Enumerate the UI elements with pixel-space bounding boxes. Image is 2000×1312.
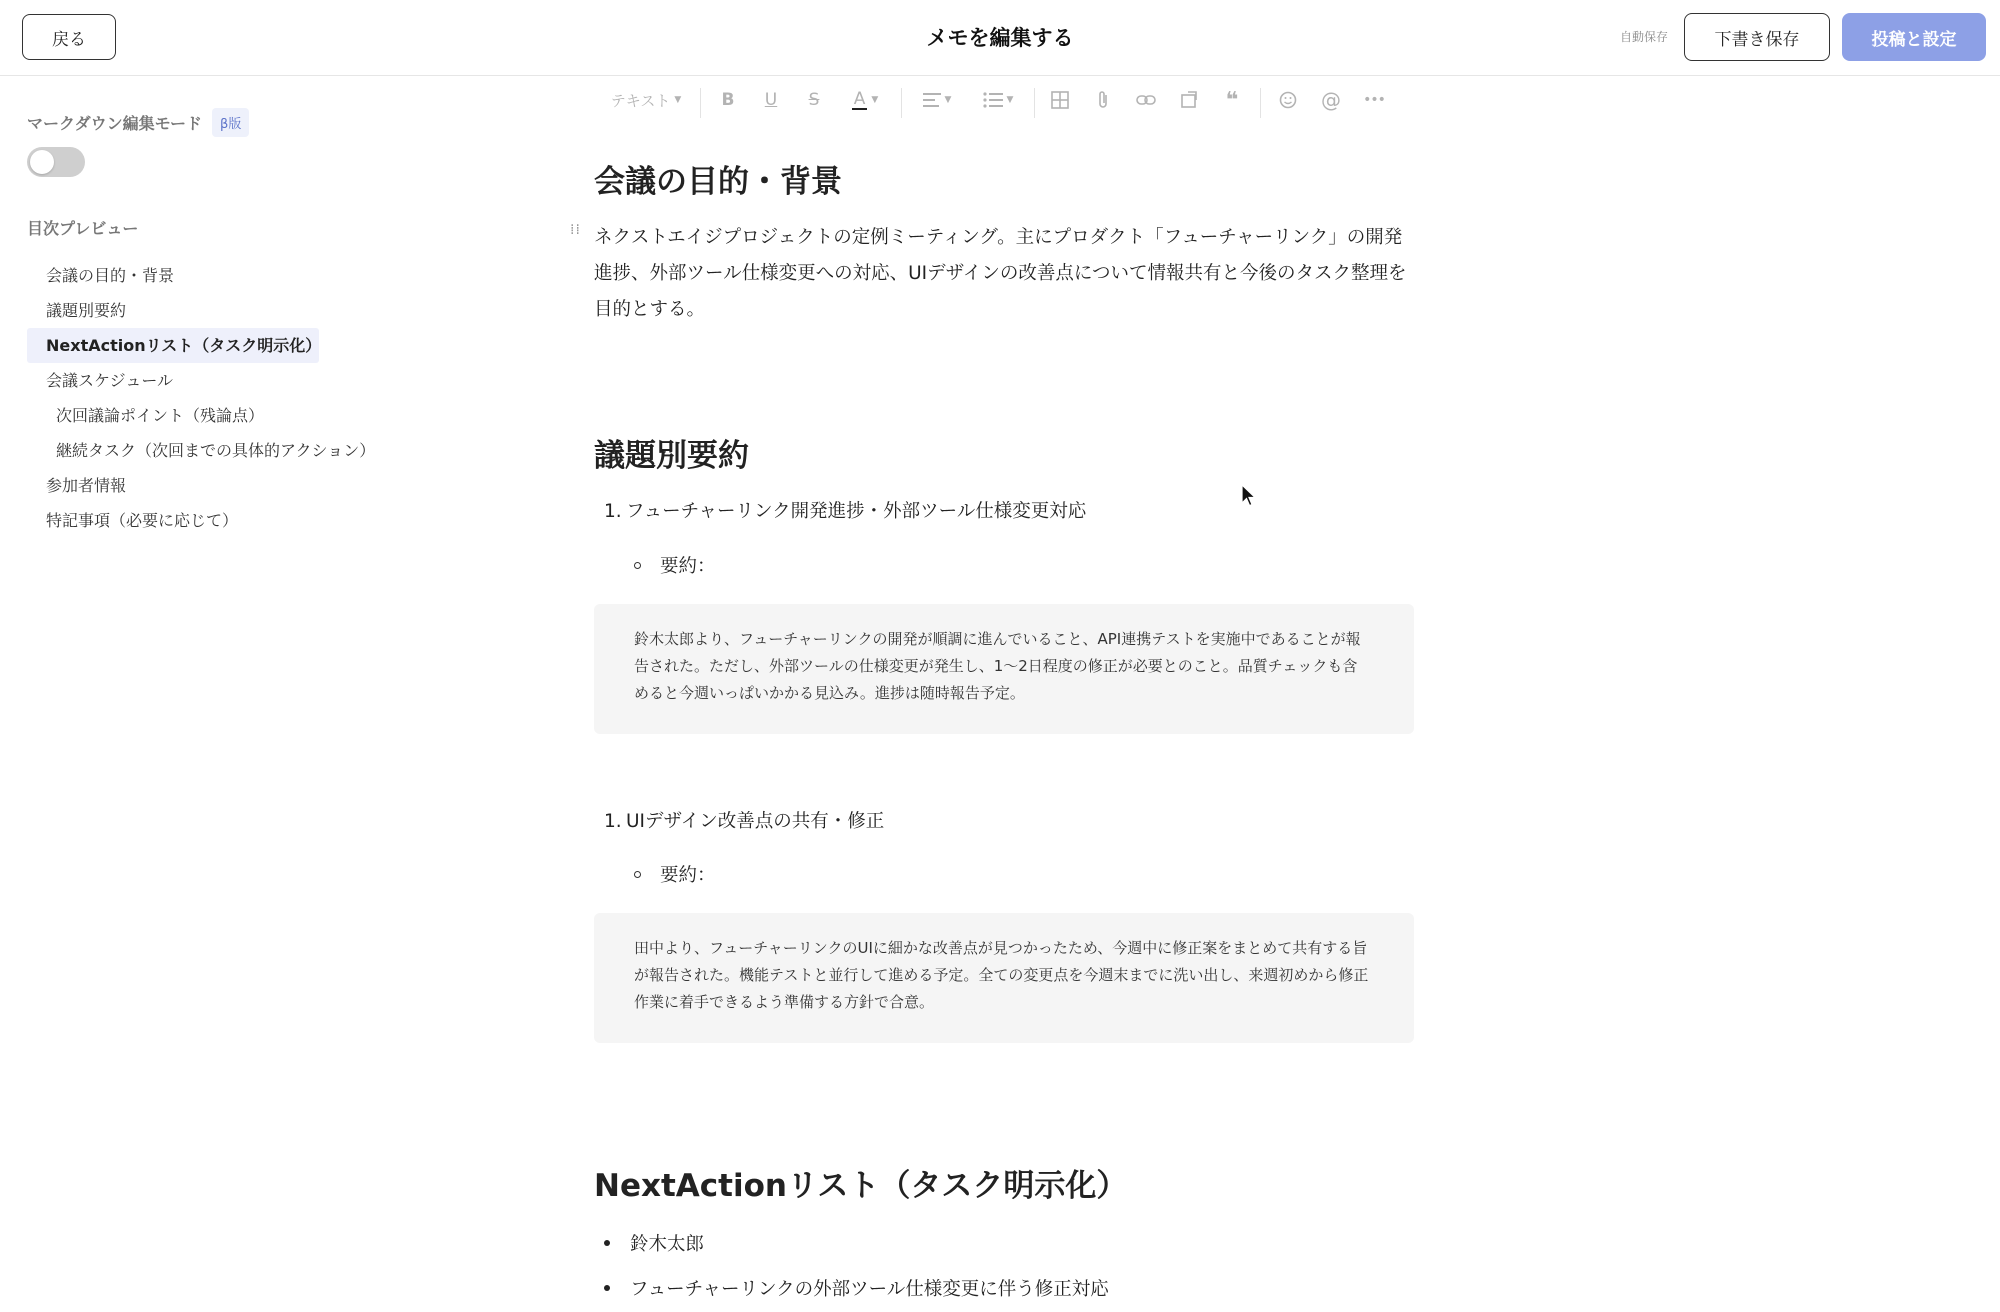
top-header [0, 0, 2000, 76]
editor-toolbar [596, 80, 1396, 122]
toc-item[interactable]: 特記事項（必要に応じて） [46, 511, 239, 530]
bold-icon[interactable]: B [721, 90, 735, 110]
underline-icon[interactable]: U [764, 90, 778, 110]
quote-icon[interactable]: ❝ [1225, 87, 1239, 113]
section-heading: 会議の目的・背景 [594, 164, 842, 200]
more-icon[interactable]: ••• [1363, 92, 1385, 108]
section-heading: NextActionリスト（タスク明示化） [594, 1168, 1128, 1204]
toolbar-divider [1034, 88, 1035, 118]
sub-list-item: 要約： [634, 552, 716, 578]
page-title: メモを編集する [926, 26, 1074, 50]
toggle-knob [30, 150, 54, 174]
text-style-dropdown[interactable]: テキスト ▼ [610, 91, 682, 110]
markdown-mode-row [27, 108, 249, 137]
emoji-icon[interactable] [1276, 88, 1300, 112]
attachment-icon[interactable] [1091, 88, 1115, 112]
toolbar-divider [901, 88, 902, 118]
text-style-label: テキスト [610, 91, 671, 110]
beta-badge: β版 [212, 108, 249, 137]
back-button[interactable]: 戻る [22, 14, 116, 60]
link-icon[interactable] [1134, 88, 1158, 112]
sub-list-item: 要約： [634, 861, 716, 887]
toolbar-divider [700, 88, 701, 118]
toc-item[interactable]: 会議の目的・背景 [46, 266, 175, 285]
summary-box: 鈴木太郎より、フューチャーリンクの開発が順調に進んでいること、API連携テストを実施中であることが報告された。ただし、外部ツールの仕様変更が発生し、1〜2日程度の修正が必要とのこと。品質チェックも含めると今週いっぱいかかる見込み。進捗は随時報告予定。 [594, 604, 1414, 734]
strikethrough-icon[interactable]: S [808, 90, 820, 110]
ordered-list-item: 1. フューチャーリンク開発進捗・外部ツール仕様変更対応 [604, 501, 1087, 522]
font-color-icon[interactable]: A ▼ [853, 89, 879, 109]
mouse-cursor-icon [1241, 484, 1257, 508]
toc-item[interactable]: 会議スケジュール [46, 371, 174, 390]
align-icon[interactable]: ▼ [918, 88, 956, 112]
mention-icon[interactable]: @ [1321, 88, 1341, 112]
save-draft-button[interactable]: 下書き保存 [1684, 13, 1830, 61]
summary-box: 田中より、フューチャーリンクのUIに細かな改善点が見つかったため、今週中に修正案をまとめて共有する旨が報告された。機能テストと並行して進める予定。全ての変更点を今週末までに洗い出し、来週初めから修正作業に着手できるよう準備する方針で合意。 [594, 913, 1414, 1043]
markdown-mode-label: マークダウン編集モード [27, 114, 203, 133]
toc-item[interactable]: 継続タスク（次回までの具体的アクション） [56, 441, 376, 460]
toc-title: 目次プレビュー [27, 219, 139, 238]
ordered-list-item: 1. UIデザイン改善点の共有・修正 [604, 811, 885, 832]
section-paragraph: ネクストエイジプロジェクトの定例ミーティング。主にプロダクト「フューチャーリンク」の開発進捗、外部ツール仕様変更への対応、UIデザインの改善点について情報共有と今後のタスク整理を目的とする。 [594, 227, 1407, 320]
toc-item[interactable]: 次回議論ポイント（残論点） [56, 406, 265, 425]
section-heading: 議題別要約 [594, 438, 749, 474]
table-icon[interactable] [1048, 88, 1072, 112]
embed-icon[interactable] [1177, 88, 1201, 112]
toc-list [27, 258, 376, 538]
bullet-list-item: 鈴木太郎 [604, 1230, 704, 1256]
toc-item[interactable]: 議題別要約 [46, 301, 127, 320]
toc-item-active[interactable]: NextActionリスト（タスク明示化） [27, 328, 319, 363]
post-settings-button[interactable]: 投稿と設定 [1842, 13, 1986, 61]
list-icon[interactable]: ▼ [978, 88, 1018, 112]
autosave-label: 自動保存 [1620, 30, 1669, 44]
bullet-list-item: フューチャーリンクの外部ツール仕様変更に伴う修正対応 [604, 1275, 1109, 1301]
markdown-mode-toggle[interactable] [27, 147, 85, 177]
toolbar-divider [1260, 88, 1261, 118]
toc-item[interactable]: 参加者情報 [46, 476, 127, 495]
drag-handle-icon[interactable]: ⁞⁞ [570, 222, 581, 238]
